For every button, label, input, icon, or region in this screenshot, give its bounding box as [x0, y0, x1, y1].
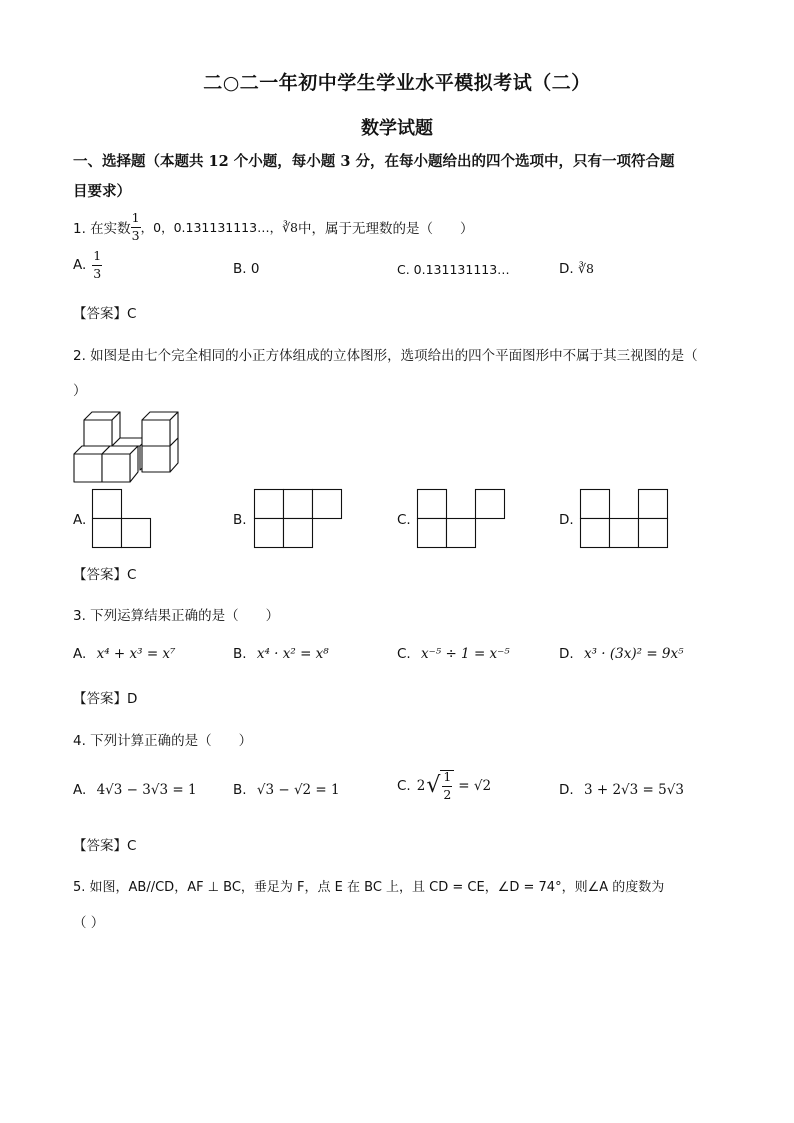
q1-prefix: 1. 在实数: [73, 221, 131, 237]
q4-c-coef: 2: [416, 777, 426, 794]
q4-option-a: [73, 782, 197, 798]
q3-text: 3. 下列运算结果正确的是（ ）: [73, 608, 280, 624]
q1-option-c: C. 0.131131113…: [397, 262, 510, 277]
q1-a-label: A.: [73, 257, 87, 273]
q3-c-expr: x⁻⁵ ÷ 1 = x⁻⁵: [421, 646, 510, 662]
q5-text-line1: 5. 如图，AB//CD，AF ⊥ BC，垂足为 F，点 E 在 BC 上，且 CD = CE，∠D = 74°，则∠A 的度数为: [73, 880, 665, 895]
q1-answer-value: C: [127, 306, 137, 322]
q1-answer-tag: 【答案】: [73, 306, 127, 322]
q1-middle: ，0，0.131131113…，: [140, 220, 283, 235]
q1-d-label: D.: [559, 261, 574, 277]
q4-b-expr: √3 − √2 = 1: [256, 782, 340, 798]
q4-c-den: 2: [443, 786, 452, 802]
q1-cbrt: ∛8: [282, 219, 299, 235]
q4-c-num: 1: [442, 771, 452, 787]
q4-a-label: A.: [73, 782, 87, 798]
q2-option-b-label: B.: [233, 512, 247, 528]
q1-option-d: [559, 261, 594, 277]
q4-text: 4. 下列计算正确的是（ ）: [73, 733, 253, 749]
q4-option-d: [559, 782, 684, 798]
q3-option-c: [397, 646, 510, 662]
q3-option-d: [559, 646, 684, 662]
q2-text-line2: ）: [73, 383, 87, 399]
q3-answer-value: D: [127, 691, 138, 707]
section-heading-line2: 目要求）: [73, 183, 131, 200]
q4-c-result: = √2: [458, 777, 492, 794]
q2-option-a-figure: [92, 489, 152, 549]
q2-option-d-figure: [580, 489, 670, 549]
q4-c-label: C.: [397, 777, 411, 794]
q3-c-label: C.: [397, 646, 411, 662]
q2-option-c-label: C.: [397, 512, 411, 528]
q2-option-c-figure: [417, 489, 507, 549]
q1-a-den: 3: [93, 265, 102, 281]
q1-frac-den: 3: [131, 227, 140, 243]
q2-text-line1: 2. 如图是由七个完全相同的小正方体组成的立体图形，选项给出的四个平面图形中不属于其三视图的是（: [73, 348, 698, 364]
q3-answer-tag: 【答案】: [73, 691, 127, 707]
q1-fraction: [131, 212, 141, 242]
q3-a-expr: x⁴ + x³ = x⁷: [96, 646, 176, 662]
q4-a-expr: 4√3 − 3√3 = 1: [96, 782, 197, 798]
q4-answer-tag: 【答案】: [73, 838, 127, 854]
q2-answer-value: C: [127, 567, 137, 583]
q2-answer: [73, 563, 136, 583]
q3-option-b: [233, 646, 329, 662]
q3-b-label: B.: [233, 646, 247, 662]
exam-subtitle: 数学试题: [361, 118, 433, 139]
exam-title: 二○二一年初中学生学业水平模拟考试（二）: [203, 72, 591, 94]
q4-answer-value: C: [127, 838, 137, 854]
q3-option-a: [73, 646, 175, 662]
radical-sign-icon: √: [426, 773, 441, 798]
q1-d-value: ∛8: [577, 261, 594, 276]
q3-a-label: A.: [73, 646, 87, 662]
q3-d-expr: x³ · (3x)² = 9x⁵: [583, 646, 684, 662]
q2-option-d-label: D.: [559, 512, 574, 528]
q3-b-expr: x⁴ · x² = x⁸: [256, 646, 329, 662]
q4-answer: [73, 834, 136, 854]
q4-option-c: [397, 770, 491, 801]
q1-answer: [73, 302, 136, 322]
section-heading-line1: 一、选择题（本题共 12 个小题，每小题 3 分，在每小题给出的四个选项中，只有一项符合题: [73, 153, 675, 170]
question-1: [73, 212, 474, 242]
q2-option-b-figure: [254, 489, 344, 549]
q4-d-label: D.: [559, 782, 574, 798]
q3-answer: [73, 687, 137, 707]
q2-option-a-label: A.: [73, 512, 87, 528]
q5-text-line2: （ ）: [73, 915, 105, 931]
q4-c-fraction: [440, 770, 454, 801]
q4-option-b: [233, 782, 340, 798]
q1-a-num: 1: [92, 250, 102, 266]
q1-option-b: B. 0: [233, 261, 260, 277]
q4-b-label: B.: [233, 782, 247, 798]
q3-d-label: D.: [559, 646, 574, 662]
q1-frac-num: 1: [131, 212, 141, 228]
q2-cube-figure: [72, 408, 187, 486]
q1-suffix: 中，属于无理数的是（ ）: [298, 221, 474, 237]
q1-a-fraction: [92, 250, 102, 280]
q2-answer-tag: 【答案】: [73, 567, 127, 583]
q4-d-expr: 3 + 2√3 = 5√3: [583, 782, 684, 798]
q1-option-a: [73, 250, 102, 280]
